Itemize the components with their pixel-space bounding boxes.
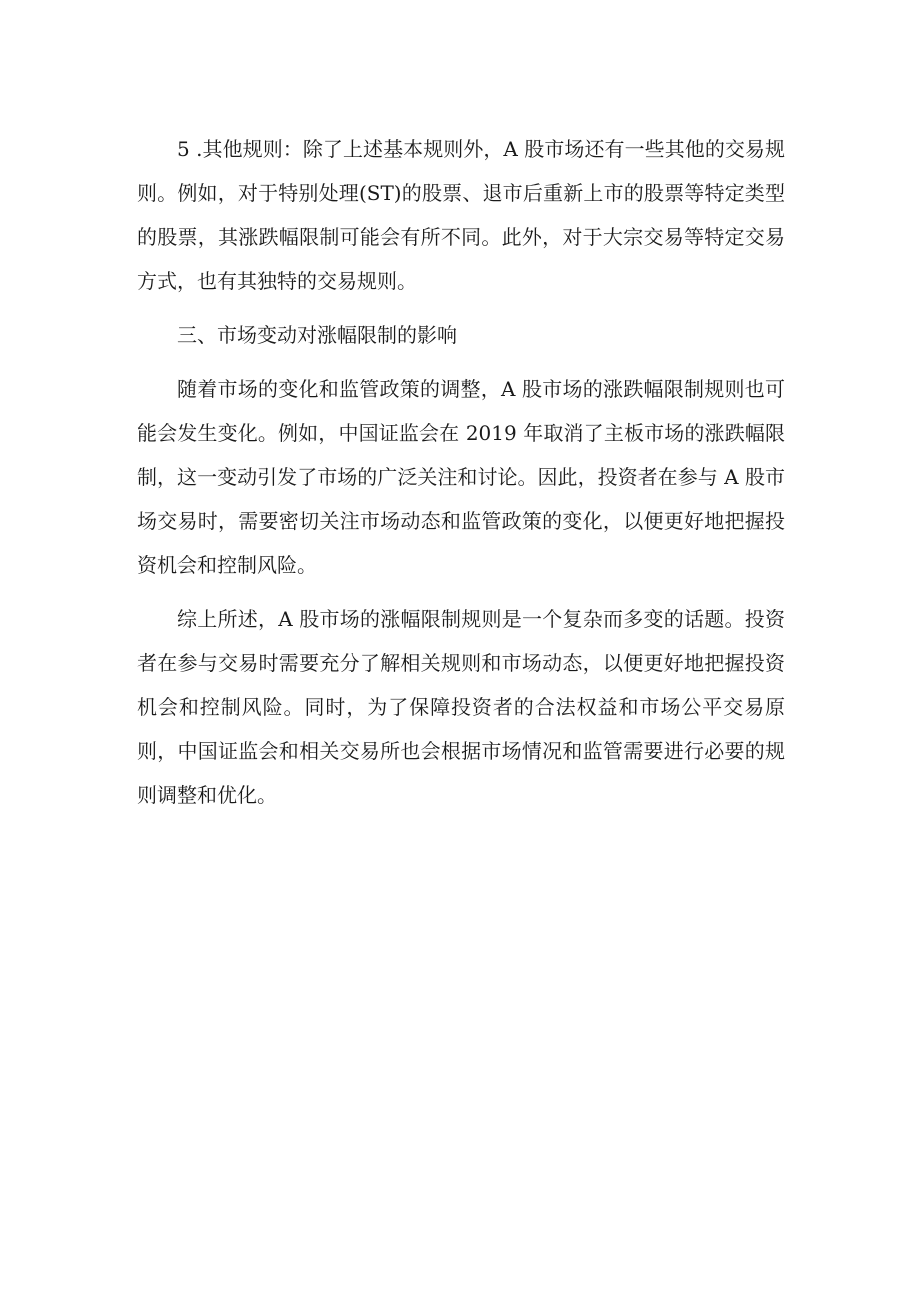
paragraph-other-rules: 5 .其他规则：除了上述基本规则外，A 股市场还有一些其他的交易规则。例如，对于特别处理(ST)的股票、退市后重新上市的股票等特定类型的股票，其涨跌幅限制可能会有所不同。此外，对于大宗交易等特定交易方式，也有其独特的交易规则。 [137, 137, 785, 293]
paragraph-summary: 综上所述，A 股市场的涨幅限制规则是一个复杂而多变的话题。投资者在参与交易时需要充分了解相关规则和市场动态，以便更好地把握投资机会和控制风险。同时，为了保障投资者的合法权益和市场公平交易原则，中国证监会和相关交易所也会根据市场情况和监管需要进行必要的规则调整和优化。 [137, 607, 785, 807]
document-body [137, 127, 785, 827]
section-heading-market-change: 三、市场变动对涨幅限制的影响 [177, 323, 457, 347]
paragraph-market-change: 随着市场的变化和监管政策的调整，A 股市场的涨跌幅限制规则也可能会发生变化。例如，中国证监会在 2019 年取消了主板市场的涨跌幅限制，这一变动引发了市场的广泛关注和讨论。因此，投资者在参与 A 股市场交易时，需要密切关注市场动态和监管政策的变化，以便更好地把握投资机会和控制风险。 [137, 377, 785, 577]
